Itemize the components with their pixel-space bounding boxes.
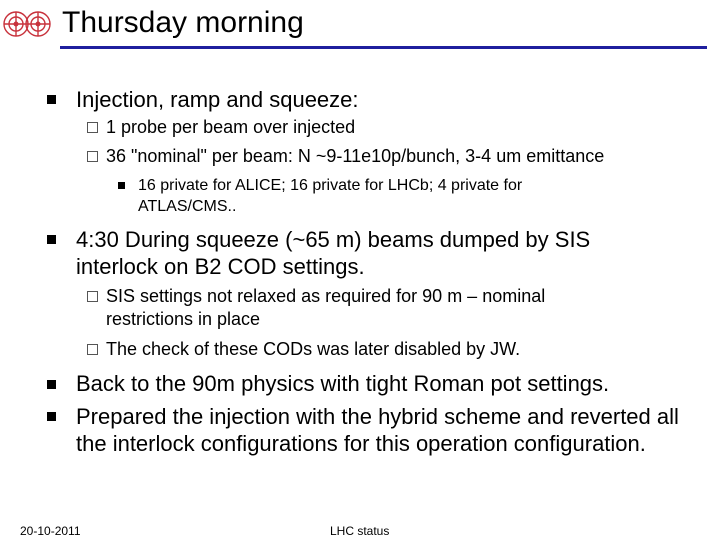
bullet-text: Injection, ramp and squeeze: xyxy=(76,87,359,112)
square-bullet-icon xyxy=(47,412,56,421)
slide-title: Thursday morning xyxy=(62,6,304,39)
bullet-text: Back to the 90m physics with tight Roman pot settings. xyxy=(76,371,610,396)
sub-bullet-text: SIS settings not relaxed as required for 90 m – nominal restrictions in place xyxy=(106,286,546,329)
checkbox-bullet-icon xyxy=(87,344,98,355)
small-square-bullet-icon xyxy=(118,182,125,189)
checkbox-bullet-icon xyxy=(87,151,98,162)
checkbox-bullet-icon xyxy=(87,291,98,302)
sub-bullet-text: The check of these CODs was later disabled by JW. xyxy=(106,339,521,359)
sub-sub-bullet-text: 16 private for ALICE; 16 private for LHCb; 4 private for ATLAS/CMS.. xyxy=(138,177,523,215)
square-bullet-icon xyxy=(47,380,56,389)
checkbox-bullet-icon xyxy=(87,122,98,133)
footer-date: 20-10-2011 xyxy=(20,524,81,538)
square-bullet-icon xyxy=(47,95,56,104)
bullet-text: 4:30 During squeeze (~65 m) beams dumped by SIS interlock on B2 COD settings. xyxy=(76,227,591,279)
bullet-text: Prepared the injection with the hybrid scheme and reverted all the interlock configurations for this operation configuration. xyxy=(76,404,679,456)
sub-bullet-text: 1 probe per beam over injected xyxy=(106,117,356,137)
square-bullet-icon xyxy=(47,235,56,244)
footer-center: LHC status xyxy=(330,524,390,538)
sub-bullet-text: 36 "nominal" per beam: N ~9-11e10p/bunch, 3-4 um emittance xyxy=(106,146,605,166)
